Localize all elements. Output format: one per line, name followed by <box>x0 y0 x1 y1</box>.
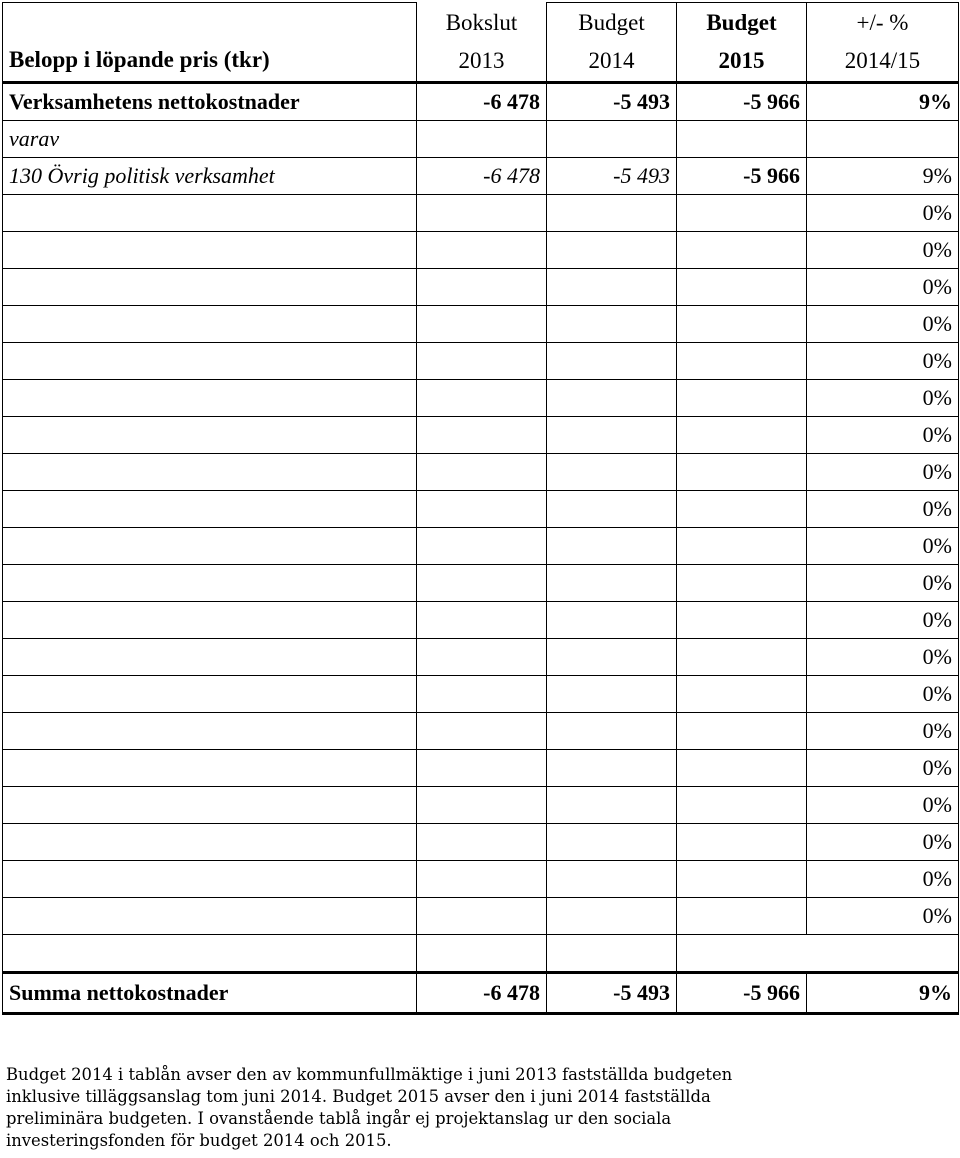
empty-cell <box>417 195 547 232</box>
net-cost-change: 9% <box>807 83 959 121</box>
empty-cell <box>417 121 547 158</box>
total-row <box>3 972 959 1013</box>
empty-cell <box>677 750 807 787</box>
table-row <box>3 898 959 935</box>
empty-cell <box>417 713 547 750</box>
footnote-line: preliminära budgeten. I ovanstående tablå ingår ej projektanslag ur den sociala <box>6 1109 672 1128</box>
row-change: 0% <box>807 195 959 232</box>
footnote-line: inklusive tilläggsanslag tom juni 2014. Budget 2015 avser den i juni 2014 fastställda <box>6 1087 711 1106</box>
empty-cell <box>417 269 547 306</box>
empty-cell <box>3 491 417 528</box>
empty-cell <box>677 232 807 269</box>
empty-cell <box>547 121 677 158</box>
table-row <box>3 306 959 343</box>
empty-cell <box>3 454 417 491</box>
empty-cell <box>3 417 417 454</box>
empty-cell <box>547 528 677 565</box>
empty-cell <box>547 454 677 491</box>
header-col-line2: 2014 <box>588 48 635 73</box>
header-col-bokslut-2013 <box>417 3 547 83</box>
empty-cell <box>417 232 547 269</box>
empty-cell <box>677 935 807 973</box>
empty-cell <box>547 232 677 269</box>
empty-cell <box>677 824 807 861</box>
empty-cell <box>3 676 417 713</box>
empty-cell <box>547 824 677 861</box>
empty-cell <box>417 824 547 861</box>
table-row <box>3 491 959 528</box>
empty-cell <box>417 491 547 528</box>
header-col-line1: Budget <box>578 10 645 35</box>
empty-cell <box>417 750 547 787</box>
table-row <box>3 528 959 565</box>
header-col-line2: 2015 <box>718 48 765 73</box>
empty-cell <box>3 528 417 565</box>
empty-cell <box>3 750 417 787</box>
empty-cell <box>547 306 677 343</box>
empty-cell <box>417 898 547 935</box>
table-row <box>3 232 959 269</box>
row-change: 0% <box>807 343 959 380</box>
empty-cell <box>547 787 677 824</box>
empty-cell <box>547 195 677 232</box>
empty-cell <box>677 898 807 935</box>
empty-cell <box>677 454 807 491</box>
table-row <box>3 676 959 713</box>
empty-cell <box>677 343 807 380</box>
row-change: 0% <box>807 713 959 750</box>
net-cost-2014: -5 493 <box>547 83 677 121</box>
row-change: 0% <box>807 232 959 269</box>
empty-cell <box>677 417 807 454</box>
header-col-line1: +/- % <box>856 10 909 35</box>
net-cost-2013: -6 478 <box>417 83 547 121</box>
empty-cell <box>547 491 677 528</box>
empty-cell <box>677 306 807 343</box>
empty-cell <box>3 861 417 898</box>
empty-cell <box>677 565 807 602</box>
empty-cell <box>547 898 677 935</box>
sub-row-2013: -6 478 <box>417 158 547 195</box>
net-cost-label: Verksamhetens nettokostnader <box>3 83 417 121</box>
empty-cell <box>677 787 807 824</box>
empty-cell <box>417 602 547 639</box>
empty-cell <box>677 269 807 306</box>
empty-cell <box>417 565 547 602</box>
empty-cell <box>547 935 677 973</box>
total-2015: -5 966 <box>677 972 807 1013</box>
empty-cell <box>3 824 417 861</box>
total-label: Summa nettokostnader <box>3 972 417 1013</box>
empty-cell <box>417 343 547 380</box>
empty-cell <box>417 417 547 454</box>
row-change: 0% <box>807 750 959 787</box>
empty-cell <box>547 602 677 639</box>
empty-cell <box>3 195 417 232</box>
table-row <box>3 602 959 639</box>
empty-cell <box>807 935 959 973</box>
empty-cell <box>3 935 417 973</box>
blank-row <box>3 935 959 973</box>
empty-cell <box>677 528 807 565</box>
row-change: 0% <box>807 454 959 491</box>
table-row <box>3 380 959 417</box>
total-2013: -6 478 <box>417 972 547 1013</box>
header-label: Belopp i löpande pris (tkr) <box>3 3 417 83</box>
table-row <box>3 639 959 676</box>
footnote-line: Budget 2014 i tablån avser den av kommunfullmäktige i juni 2013 fastställda budgeten <box>6 1065 733 1084</box>
table-row <box>3 713 959 750</box>
table-row <box>3 861 959 898</box>
table-row <box>3 417 959 454</box>
sub-row-2014: -5 493 <box>547 158 677 195</box>
empty-cell <box>677 121 807 158</box>
empty-cell <box>3 269 417 306</box>
row-change: 0% <box>807 528 959 565</box>
sub-row-130 <box>3 158 959 195</box>
empty-cell <box>677 195 807 232</box>
sub-row-2015: -5 966 <box>677 158 807 195</box>
table-row <box>3 343 959 380</box>
footnote <box>6 1064 766 1152</box>
empty-cell <box>417 787 547 824</box>
empty-cell <box>547 639 677 676</box>
empty-cell <box>3 898 417 935</box>
table-row <box>3 454 959 491</box>
empty-cell <box>417 639 547 676</box>
net-cost-row <box>3 83 959 121</box>
row-change: 0% <box>807 676 959 713</box>
empty-cell <box>417 380 547 417</box>
varav-label: varav <box>3 121 417 158</box>
empty-cell <box>547 565 677 602</box>
empty-cell <box>547 750 677 787</box>
empty-cell <box>3 639 417 676</box>
net-cost-2015: -5 966 <box>677 83 807 121</box>
table-row <box>3 787 959 824</box>
table-row <box>3 269 959 306</box>
table-row <box>3 824 959 861</box>
row-change: 0% <box>807 787 959 824</box>
empty-cell <box>3 787 417 824</box>
empty-cell <box>677 861 807 898</box>
empty-cell <box>547 676 677 713</box>
empty-cell <box>417 676 547 713</box>
empty-cell <box>677 676 807 713</box>
table-row <box>3 565 959 602</box>
header-col-line2: 2013 <box>458 47 505 73</box>
row-change: 0% <box>807 824 959 861</box>
empty-cell <box>547 343 677 380</box>
row-change: 0% <box>807 602 959 639</box>
empty-cell <box>677 491 807 528</box>
empty-cell <box>417 935 547 973</box>
header-col-budget-2015 <box>677 3 807 83</box>
row-change: 0% <box>807 491 959 528</box>
row-change: 0% <box>807 306 959 343</box>
row-change: 0% <box>807 380 959 417</box>
empty-cell <box>417 306 547 343</box>
header-col-line1: Budget <box>706 10 777 35</box>
header-row <box>3 3 959 83</box>
header-col-budget-2014 <box>547 3 677 83</box>
empty-cell <box>3 306 417 343</box>
row-change: 0% <box>807 861 959 898</box>
empty-cell <box>677 713 807 750</box>
row-change: 0% <box>807 417 959 454</box>
sub-row-label: 130 Övrig politisk verksamhet <box>3 158 417 195</box>
footnote-line: investeringsfonden för budget 2014 och 2015. <box>6 1131 392 1150</box>
empty-cell <box>3 565 417 602</box>
empty-cell <box>3 380 417 417</box>
empty-cell <box>677 639 807 676</box>
header-col-line1: Bokslut <box>445 9 518 35</box>
empty-cell <box>417 528 547 565</box>
empty-cell <box>807 121 959 158</box>
empty-cell <box>547 713 677 750</box>
varav-row <box>3 121 959 158</box>
row-change: 0% <box>807 565 959 602</box>
empty-cell <box>547 380 677 417</box>
table-row <box>3 750 959 787</box>
empty-cell <box>417 861 547 898</box>
empty-cell <box>677 602 807 639</box>
empty-cell <box>3 343 417 380</box>
table-row <box>3 195 959 232</box>
empty-cell <box>547 861 677 898</box>
row-change: 0% <box>807 898 959 935</box>
empty-cell <box>547 417 677 454</box>
empty-cell <box>3 232 417 269</box>
total-change: 9% <box>807 972 959 1013</box>
total-2014: -5 493 <box>547 972 677 1013</box>
row-change: 0% <box>807 269 959 306</box>
empty-cell <box>677 380 807 417</box>
empty-cell <box>547 269 677 306</box>
header-col-change <box>807 3 959 83</box>
empty-cell <box>3 602 417 639</box>
row-change: 0% <box>807 639 959 676</box>
sub-row-change: 9% <box>807 158 959 195</box>
empty-cell <box>417 454 547 491</box>
empty-cell <box>3 713 417 750</box>
budget-table <box>2 2 959 1015</box>
header-col-line2: 2014/15 <box>844 48 921 73</box>
